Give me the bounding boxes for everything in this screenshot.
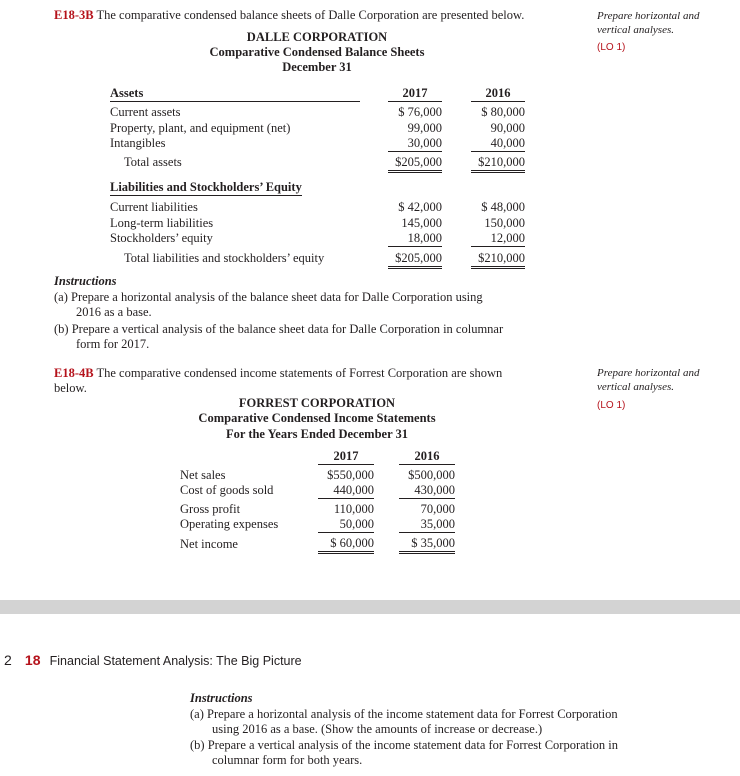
instruction-line: form for 2017.	[76, 337, 150, 351]
company-name: FORREST CORPORATION	[238, 396, 396, 410]
side-note-line: vertical analyses.	[597, 381, 674, 393]
value-2017: $ 42,000	[398, 200, 442, 214]
instruction-a	[54, 290, 483, 320]
col-2016-header: 2016	[471, 86, 525, 102]
col-2017-header: 2017	[388, 86, 442, 102]
total-row: Total assets	[124, 155, 182, 169]
total-row: Net income	[180, 537, 238, 551]
table-row: Property, plant, and equipment (net)	[110, 121, 291, 135]
value-2016: $ 80,000	[481, 105, 525, 119]
instructions-heading: Instructions	[54, 274, 117, 288]
side-note-line: vertical analyses.	[597, 24, 674, 36]
col-2017-header: 2017	[318, 449, 374, 465]
side-note	[597, 9, 699, 37]
table-row: Current liabilities	[110, 200, 198, 214]
exercise-id: E18-4B	[54, 366, 94, 380]
value-2017: 18,000	[388, 231, 442, 247]
side-note-line: Prepare horizontal and	[597, 367, 700, 379]
instruction-line: using 2016 as a base. (Show the amounts of increase or decrease.)	[212, 722, 543, 736]
running-head	[4, 652, 302, 669]
instruction-line: 2016 as a base.	[76, 305, 152, 319]
liabilities-header: Liabilities and Stockholders’ Equity	[110, 180, 302, 194]
value-2017: 50,000	[318, 517, 374, 533]
value-2016: 430,000	[399, 483, 455, 499]
exercise-text: The comparative condensed income statements of Forrest Corporation are shown	[96, 366, 503, 380]
table-row: Cost of goods sold	[180, 483, 274, 497]
instructions-heading: Instructions	[190, 691, 253, 705]
instruction-line: (b) Prepare a vertical analysis of the balance sheet data for Dalle Corporation in columnar	[54, 322, 504, 336]
total-2017: $205,000	[388, 155, 442, 173]
page-number: 2	[4, 652, 12, 668]
exercise-e18-3b-header	[54, 8, 584, 23]
exercise-id: E18-3B	[54, 8, 94, 22]
table-row: Gross profit	[180, 502, 241, 516]
side-note	[597, 366, 699, 394]
total-2017: $205,000	[388, 251, 442, 269]
table-row: Operating expenses	[180, 517, 279, 531]
table-row: Stockholders’ equity	[110, 231, 213, 245]
company-name: DALLE CORPORATION	[246, 30, 388, 44]
total-2016: $210,000	[471, 251, 525, 269]
value-2016: 12,000	[471, 231, 525, 247]
exercise-text: below.	[54, 381, 87, 395]
value-2017: $550,000	[327, 468, 374, 482]
instruction-a	[190, 707, 618, 737]
value-2017: 145,000	[401, 216, 442, 230]
statement-date: For the Years Ended December 31	[225, 427, 409, 441]
page-divider	[0, 600, 740, 614]
chapter-title: Financial Statement Analysis: The Big Picture	[49, 654, 302, 668]
value-2016: $ 48,000	[481, 200, 525, 214]
value-2017: 110,000	[333, 502, 374, 516]
learning-objective: (LO 1)	[597, 400, 626, 411]
table-row	[110, 105, 180, 120]
table-row: Long-term liabilities	[110, 216, 214, 230]
table-row: Intangibles	[110, 136, 166, 150]
instruction-line: columnar form for both years.	[212, 753, 363, 767]
total-2016: $210,000	[471, 155, 525, 173]
assets-header: Assets	[110, 86, 360, 102]
value-2017: 30,000	[388, 136, 442, 152]
total-2017: $ 60,000	[318, 536, 374, 554]
exercise-e18-4b-header	[54, 366, 584, 396]
value-2016: 35,000	[399, 517, 455, 533]
instruction-line: (b) Prepare a vertical analysis of the income statement data for Forrest Corporation in	[190, 738, 618, 752]
chapter-number: 18	[24, 652, 41, 668]
instruction-line: (a) Prepare a horizontal analysis of the balance sheet data for Dalle Corporation using	[54, 290, 483, 304]
value-2016: 90,000	[490, 121, 525, 135]
instruction-line: (a) Prepare a horizontal analysis of the income statement data for Forrest Corporation	[190, 707, 618, 721]
instruction-b	[54, 322, 503, 352]
value-2016: 70,000	[420, 502, 455, 516]
col-2016-header: 2016	[399, 449, 455, 465]
value-2017: $ 76,000	[398, 105, 442, 119]
value-2017: 440,000	[318, 483, 374, 499]
learning-objective: (LO 1)	[597, 42, 626, 53]
statement-title: Comparative Condensed Balance Sheets	[209, 45, 425, 59]
total-row: Total liabilities and stockholders’ equity	[124, 251, 325, 265]
value-2016: 150,000	[484, 216, 525, 230]
total-2016: $ 35,000	[399, 536, 455, 554]
statement-date: December 31	[282, 60, 352, 74]
side-note-line: Prepare horizontal and	[597, 10, 700, 22]
value-2017: 99,000	[407, 121, 442, 135]
value-2016: $500,000	[408, 468, 455, 482]
instruction-b	[190, 738, 618, 768]
exercise-text: The comparative condensed balance sheets of Dalle Corporation are presented below.	[96, 8, 525, 22]
statement-title: Comparative Condensed Income Statements	[198, 411, 436, 425]
row-label: Current assets	[110, 105, 181, 119]
value-2016: 40,000	[471, 136, 525, 152]
table-row: Net sales	[180, 468, 226, 482]
